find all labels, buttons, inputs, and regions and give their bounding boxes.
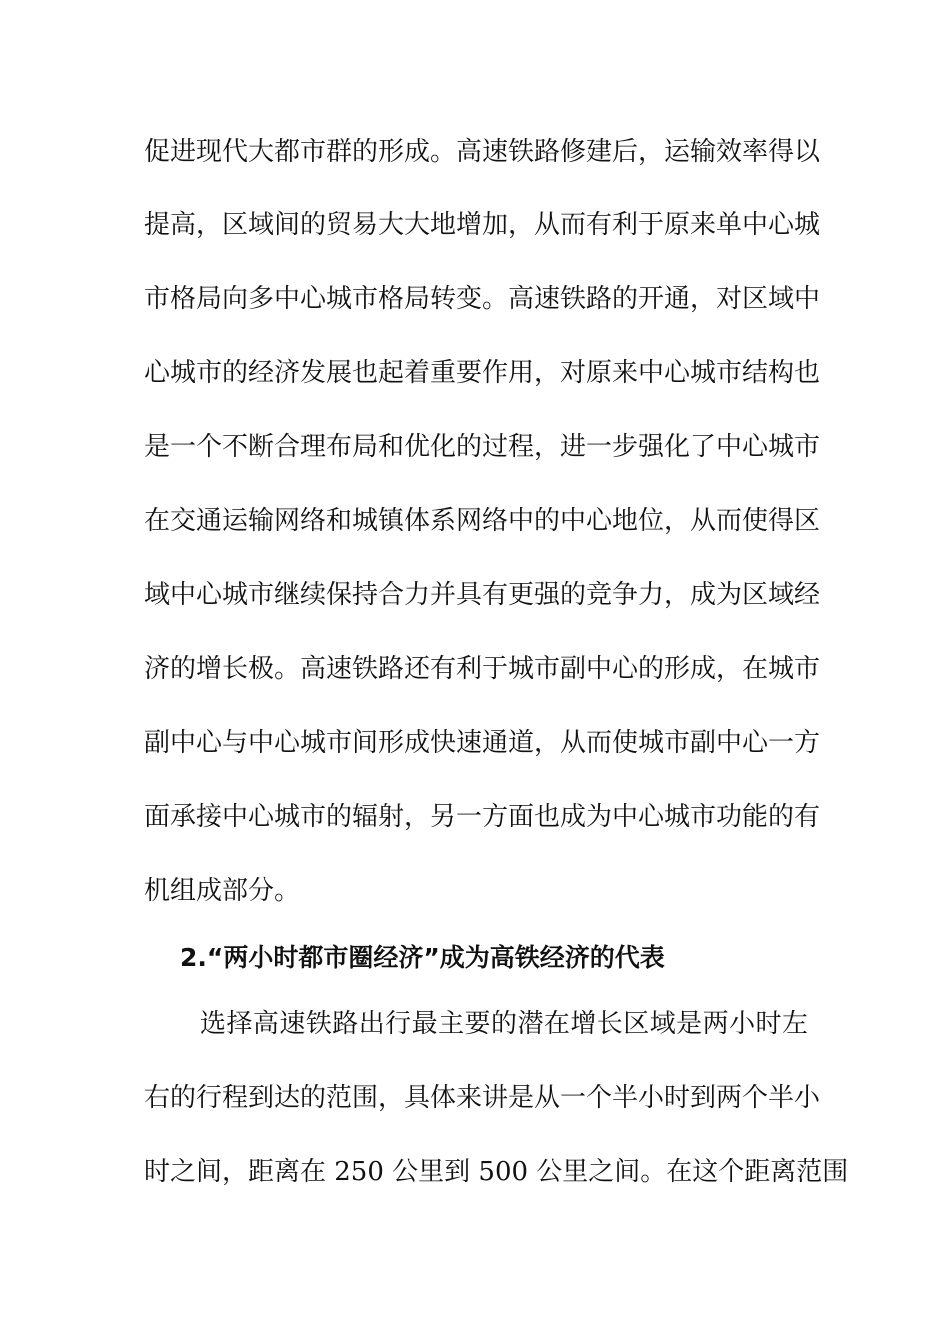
paragraph1-line-4: 心城市的经济发展也起着重要作用，对原来中心城市结构也: [144, 358, 821, 388]
paragraph2-line-1: 选择高速铁路出行最主要的潜在增长区域是两小时左: [200, 1009, 808, 1039]
paragraph2-line-3: 时之间，距离在 250 公里到 500 公里之间。在这个距离范围: [144, 1157, 849, 1187]
paragraph2-line-2: 右的行程到达的范围，具体来讲是从一个半小时到两个半小: [144, 1083, 821, 1113]
paragraph1-line-8: 济的增长极。高速铁路还有利于城市副中心的形成，在城市: [144, 654, 821, 684]
paragraph1-line-9: 副中心与中心城市间形成快速通道，从而使城市副中心一方: [144, 728, 821, 758]
paragraph1-line-7: 域中心城市继续保持合力并具有更强的竞争力，成为区域经: [144, 580, 821, 610]
paragraph1-line-11: 机组成部分。: [144, 876, 301, 906]
paragraph1-line-6: 在交通运输网络和城镇体系网络中的中心地位，从而使得区: [144, 506, 821, 536]
section-heading: 2.“两小时都市圈经济”成为高铁经济的代表: [180, 943, 665, 972]
paragraph1-line-1: 促进现代大都市群的形成。高速铁路修建后，运输效率得以: [144, 137, 821, 167]
paragraph1-line-3: 市格局向多中心城市格局转变。高速铁路的开通，对区域中: [144, 284, 821, 314]
paragraph1-line-2: 提高，区域间的贸易大大地增加，从而有利于原来单中心城: [144, 210, 821, 240]
paragraph1-line-10: 面承接中心城市的辐射，另一方面也成为中心城市功能的有: [144, 802, 821, 832]
paragraph1-line-5: 是一个不断合理布局和优化的过程，进一步强化了中心城市: [144, 432, 821, 462]
